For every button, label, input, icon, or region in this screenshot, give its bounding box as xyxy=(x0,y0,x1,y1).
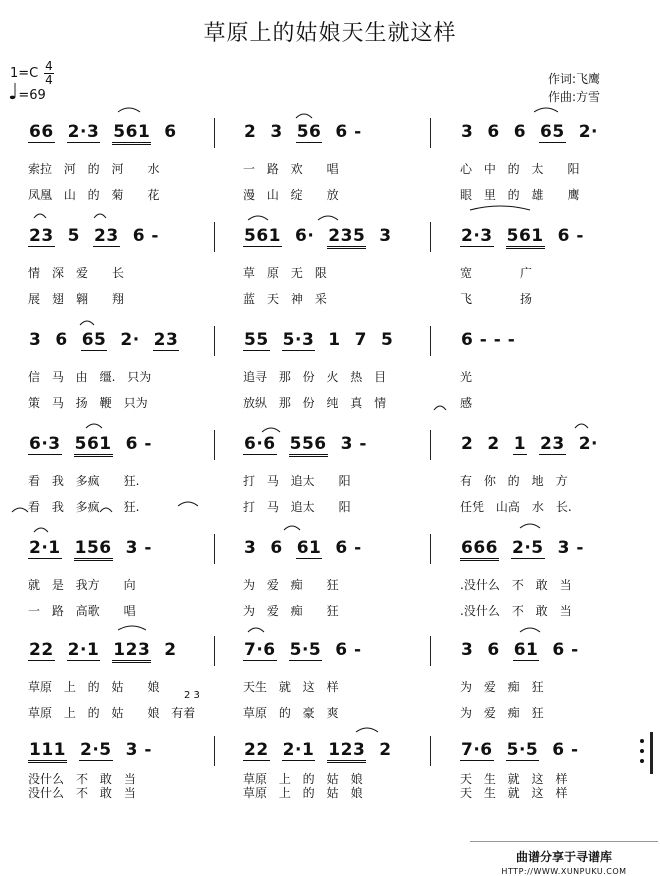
bar-line xyxy=(430,534,431,564)
lyric-verse-1: 心 中 的 太 阳 xyxy=(460,162,580,176)
note-group: 5 xyxy=(67,226,81,246)
note-group: 6 xyxy=(270,538,283,558)
slur-arc xyxy=(296,114,312,118)
note-group: 6 xyxy=(513,122,527,142)
note-group: 3 xyxy=(244,538,257,558)
lyric-verse-2: 为 爱 痴 狂 xyxy=(460,706,544,720)
lyric-verse-2: 草原 上 的 姑 娘 xyxy=(243,786,363,800)
key-signature: 1=C xyxy=(10,66,39,81)
note-group: 2·5 xyxy=(512,538,544,558)
lyric-verse-2: 看 我 多疯 狂. xyxy=(28,500,140,514)
lyric-verse-1: 情 深 爱 长 xyxy=(28,266,125,280)
lyric-verse-2: 没什么 不 敢 当 xyxy=(28,786,136,800)
slur-arc xyxy=(34,528,48,532)
note-group: 156 xyxy=(74,538,113,561)
note-group: 2·1 xyxy=(29,538,61,558)
note-group: 3 xyxy=(461,122,474,142)
composer-credit: 作曲:方雪 xyxy=(548,90,601,104)
note-group: 2· xyxy=(120,330,140,350)
lyric-verse-1: .没什么 不 敢 当 xyxy=(460,578,572,592)
slur-arc xyxy=(356,728,378,732)
note-group: 235 xyxy=(327,226,366,249)
lyric-verse-1: 天生 就 这 样 xyxy=(243,680,339,694)
lyric-verse-2: 天 生 就 这 样 xyxy=(460,786,568,800)
note-group: 7 xyxy=(354,330,367,350)
lyric-verse-1: 草 原 无 限 xyxy=(243,266,327,280)
bar-line xyxy=(214,736,215,766)
lyric-verse-1: 打 马 追太 阳 xyxy=(243,474,351,488)
final-bar-line xyxy=(650,732,653,774)
note-group: 2· xyxy=(578,122,598,142)
note-group: 1 xyxy=(328,330,341,350)
lyric-verse-1: 索拉 河 的 河 水 xyxy=(28,162,160,176)
note-group: 6 - xyxy=(552,640,579,660)
lyric-verse-1: 没什么 不 敢 当 xyxy=(28,772,136,786)
lyric-verse-1: 天 生 就 这 样 xyxy=(460,772,568,786)
measure xyxy=(460,122,611,143)
note-group: 66 xyxy=(29,122,54,142)
note-group: 6·6 xyxy=(244,434,276,454)
lyric-verse-2: 草原 上 的 姑 娘 有着 xyxy=(28,706,196,720)
note-group: 5 xyxy=(380,330,394,350)
slur-arc xyxy=(80,321,94,325)
quarter-note-icon: ♩ xyxy=(8,80,19,105)
footer-site-name: 曲谱分享于寻谱库 xyxy=(515,850,612,864)
lyric-verse-2: 感 xyxy=(460,396,473,410)
note-group: 2 xyxy=(164,640,177,660)
bar-line xyxy=(214,636,215,666)
slur-arc xyxy=(178,502,198,506)
measure xyxy=(28,538,165,561)
note-group: 2·1 xyxy=(67,640,100,660)
time-signature xyxy=(44,60,54,86)
slur-arc xyxy=(248,216,268,220)
lyric-verse-2: 任凭 山高 水 长. xyxy=(460,500,572,514)
lyric-verse-1: 一 路 欢 唱 xyxy=(243,162,339,176)
note-group: 6 xyxy=(487,122,500,142)
tempo-value: =69 xyxy=(18,88,46,103)
note-group: 23 xyxy=(540,434,565,454)
slur-arc xyxy=(262,428,280,432)
note-group: 23 xyxy=(153,330,179,350)
note-group: 5·5 xyxy=(506,740,539,760)
bar-line xyxy=(430,736,431,766)
note-group: 65 xyxy=(540,122,565,142)
slur-arc xyxy=(34,214,46,218)
note-group: 61 xyxy=(513,640,539,660)
measure xyxy=(460,640,592,661)
bar-line xyxy=(214,222,215,252)
lyric-verse-1: 追寻 那 份 火 热 目 xyxy=(243,370,387,384)
note-group: 5·3 xyxy=(282,330,315,350)
measure xyxy=(28,434,165,457)
bar-line xyxy=(214,118,215,148)
lyric-verse-2: 为 爱 痴 狂 xyxy=(243,604,339,618)
lyric-verse-1: 为 爱 痴 狂 xyxy=(460,680,544,694)
note-group: 3 xyxy=(461,640,474,660)
lyric-verse-1: 有 你 的 地 方 xyxy=(460,474,568,488)
slur-arc xyxy=(248,628,264,632)
measure xyxy=(28,330,191,351)
measure xyxy=(28,122,190,145)
lyric-verse-1: 为 爱 痴 狂 xyxy=(243,578,339,592)
measure xyxy=(243,740,405,763)
measure xyxy=(460,740,592,761)
time-signature-bottom: 4 xyxy=(45,73,53,87)
note-group: 2·3 xyxy=(67,122,100,142)
measure xyxy=(28,640,190,663)
measure xyxy=(28,740,165,763)
measure xyxy=(243,330,406,351)
note-group: 61 xyxy=(296,538,322,558)
bar-line xyxy=(430,636,431,666)
lyric-verse-1: 看 我 多疯 狂. xyxy=(28,474,140,488)
repeat-dots xyxy=(640,736,644,769)
note-group: 561 xyxy=(506,226,545,249)
note-group: 55 xyxy=(244,330,269,350)
measure xyxy=(243,434,380,457)
slur-arc xyxy=(94,214,106,218)
note-group: 23 xyxy=(94,226,119,246)
slur-arc xyxy=(318,216,338,220)
note-group: 2 xyxy=(379,740,392,760)
note-group: 6· xyxy=(295,226,315,246)
note-group: 2·3 xyxy=(461,226,493,246)
lyric-verse-1: 草原 上 的 姑 娘 xyxy=(28,680,160,694)
note-group: 7·6 xyxy=(244,640,276,660)
lyric-verse-1: 信 马 由 缰. 只为 xyxy=(28,370,152,384)
slur-arc xyxy=(12,508,28,512)
note-group: 3 - xyxy=(340,434,367,454)
lyric-verse-2: 放纵 那 份 纯 真 情 xyxy=(243,396,387,410)
lyric-verse-1: 就 是 我方 向 xyxy=(28,578,136,592)
bar-line xyxy=(430,326,431,356)
note-group: 22 xyxy=(244,740,269,760)
note-group: 3 - xyxy=(557,538,584,558)
lyric-verse-2: 飞 扬 xyxy=(460,292,533,306)
note-group: 2·5 xyxy=(80,740,112,760)
slur-arc xyxy=(118,626,146,630)
slur-arc xyxy=(520,524,540,528)
bar-line xyxy=(430,430,431,460)
measure xyxy=(460,330,528,350)
measure xyxy=(243,538,375,559)
measure xyxy=(460,434,611,455)
note-group: 556 xyxy=(289,434,328,457)
note-group: 666 xyxy=(460,538,499,561)
slur-arc xyxy=(86,424,102,428)
bar-line xyxy=(214,534,215,564)
lyric-verse-2: .没什么 不 敢 当 xyxy=(460,604,572,618)
slur-arc xyxy=(470,206,530,210)
note-group: 65 xyxy=(81,330,107,350)
note-group: 3 xyxy=(379,226,392,246)
note-group: 6 xyxy=(487,640,500,660)
note-group: 7·6 xyxy=(461,740,493,760)
slur-arc xyxy=(284,526,300,530)
note-group: 2 xyxy=(487,434,500,454)
slur-arc xyxy=(534,108,558,112)
slur-arc xyxy=(520,628,540,632)
note-group: 6 - - - xyxy=(461,330,516,350)
bar-line xyxy=(214,430,215,460)
note-group: 561 xyxy=(74,434,113,457)
note-group: 6 xyxy=(55,330,68,350)
note-group: 6 - xyxy=(132,226,159,246)
measure xyxy=(28,226,172,247)
note-group: 2·1 xyxy=(282,740,315,760)
measure xyxy=(460,226,597,249)
lyric-verse-2: 草原 的 豪 爽 xyxy=(243,706,339,720)
note-group: 123 xyxy=(112,640,151,663)
lyric-verse-2: 打 马 追太 阳 xyxy=(243,500,351,514)
note-group: 6 - xyxy=(335,538,362,558)
note-group: 6 - xyxy=(552,740,579,760)
note-group: 6 - xyxy=(125,434,152,454)
measure xyxy=(243,640,375,661)
time-signature-top: 4 xyxy=(45,59,53,73)
tempo-marking xyxy=(8,80,46,105)
measure xyxy=(243,122,375,143)
note-group: 1 xyxy=(513,434,527,454)
note-group: 111 xyxy=(28,740,67,763)
note-group: 123 xyxy=(327,740,366,763)
note-group: 2 xyxy=(244,122,257,142)
bar-line xyxy=(430,118,431,148)
lyric-verse-1: 光 xyxy=(460,370,473,384)
lyric-verse-2: 展 翅 翱 翔 xyxy=(28,292,125,306)
grace-notes: 2 3 xyxy=(184,690,200,701)
note-group: 6 xyxy=(164,122,177,142)
note-group: 23 xyxy=(29,226,54,246)
lyric-verse-2: 凤凰 山 的 菊 花 xyxy=(28,188,160,202)
measure xyxy=(460,538,597,561)
measure xyxy=(243,226,405,249)
lyricist-credit: 作词:飞鹰 xyxy=(548,72,601,86)
note-group: 2 xyxy=(461,434,474,454)
note-group: 3 xyxy=(270,122,283,142)
lyric-verse-1: 草原 上 的 姑 娘 xyxy=(243,772,363,786)
source-footer xyxy=(470,841,658,874)
lyric-verse-1: 宽 广 xyxy=(460,266,533,280)
lyric-verse-2: 漫 山 绽 放 xyxy=(243,188,339,202)
note-group: 56 xyxy=(296,122,322,142)
note-group: 3 - xyxy=(125,538,152,558)
note-group: 5·5 xyxy=(289,640,322,660)
note-group: 6 - xyxy=(335,122,362,142)
lyric-verse-2: 一 路 高歌 唱 xyxy=(28,604,136,618)
bar-line xyxy=(430,222,431,252)
song-title: 草原上的姑娘天生就这样 xyxy=(203,21,457,46)
note-group: 6 - xyxy=(557,226,584,246)
note-group: 6·3 xyxy=(29,434,61,454)
note-group: 3 xyxy=(29,330,42,350)
note-group: 3 - xyxy=(125,740,152,760)
footer-url: HTTP://WWW.XUNPUKU.COM xyxy=(501,867,627,876)
note-group: 561 xyxy=(244,226,281,246)
lyric-verse-2: 策 马 扬 鞭 只为 xyxy=(28,396,148,410)
bar-line xyxy=(214,326,215,356)
note-group: 22 xyxy=(29,640,54,660)
slur-arc xyxy=(575,424,588,428)
slur-arc xyxy=(118,108,140,112)
note-group: 561 xyxy=(112,122,151,145)
slur-arc xyxy=(434,406,446,410)
note-group: 6 - xyxy=(335,640,362,660)
lyric-verse-2: 蓝 天 神 采 xyxy=(243,292,327,306)
note-group: 2· xyxy=(578,434,598,454)
lyric-verse-2: 眼 里 的 雄 鹰 xyxy=(460,188,580,202)
